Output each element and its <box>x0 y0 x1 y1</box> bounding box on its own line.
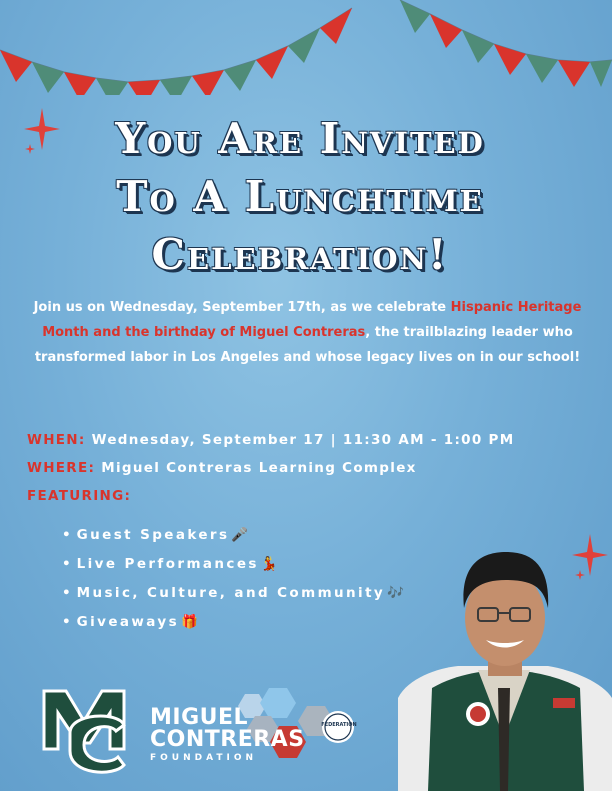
list-item <box>62 579 404 608</box>
bunting-flag <box>320 8 352 44</box>
where-value: Miguel Contreras Learning Complex <box>101 460 417 476</box>
bunting-flag <box>590 60 612 87</box>
when-value: Wednesday, September 17 | 11:30 AM - 1:00 PM <box>91 432 515 448</box>
bunting-flag <box>192 70 224 95</box>
where-label: WHERE: <box>27 460 96 476</box>
bunting-flag <box>64 72 96 95</box>
microphone-icon: 🎤 <box>231 527 249 543</box>
bunting-flag <box>96 78 128 95</box>
featuring-row <box>27 482 602 510</box>
federation-seal-label: FEDERATION <box>321 722 357 728</box>
foundation-line-3: FOUNDATION <box>150 753 258 763</box>
intro-highlight: Hispanic Heritage Month and the birthday of Miguel Contreras <box>42 300 582 340</box>
bunting-flag <box>558 60 590 87</box>
dancer-icon: 💃 <box>260 556 278 572</box>
bunting-flag <box>288 28 320 63</box>
bunting-flag <box>526 54 558 83</box>
where-row <box>27 454 602 482</box>
bunting-flag <box>430 14 462 48</box>
when-label: WHEN: <box>27 432 86 448</box>
music-notes-icon: 🎶 <box>387 585 404 601</box>
foundation-line-2: CONTRERAS <box>150 727 305 752</box>
title-line-2: To A Lunchtime <box>116 172 484 221</box>
bunting-flag <box>400 0 430 33</box>
list-item <box>62 521 404 550</box>
title-line-1: You Are Invited <box>115 114 485 163</box>
gift-icon: 🎁 <box>181 614 198 630</box>
title-line-3: Celebration! <box>151 230 449 279</box>
mc-school-logo <box>40 685 128 775</box>
feature-text: Guest Speakers <box>76 527 230 543</box>
page-title <box>0 110 600 284</box>
featuring-label: FEATURING: <box>27 488 132 504</box>
bunting-flag <box>0 50 32 82</box>
when-row <box>27 426 602 454</box>
bunting-flag <box>256 46 288 79</box>
list-item <box>62 550 404 579</box>
bunting-flag <box>128 80 160 95</box>
bunting-flag <box>160 76 192 95</box>
intro-text: Join us on Wednesday, September 17th, as we celebrate <box>33 300 451 315</box>
portrait-photo <box>398 538 612 791</box>
bunting-flag <box>462 30 494 63</box>
feature-text: Giveaways <box>76 614 180 630</box>
intro-text-end: , the trailblazing leader who transformed labor in Los Angeles and whose legacy lives on in our school! <box>34 325 581 365</box>
foundation-logo-text <box>150 707 305 765</box>
feature-text: Music, Culture, and Community <box>76 585 386 601</box>
event-details <box>27 426 602 510</box>
feature-text: Live Performances <box>76 556 259 572</box>
features-list <box>62 521 404 637</box>
list-item <box>62 608 404 637</box>
bunting-decoration <box>0 0 612 95</box>
foundation-line-1: MIGUEL <box>150 705 249 730</box>
intro-paragraph <box>15 295 600 370</box>
